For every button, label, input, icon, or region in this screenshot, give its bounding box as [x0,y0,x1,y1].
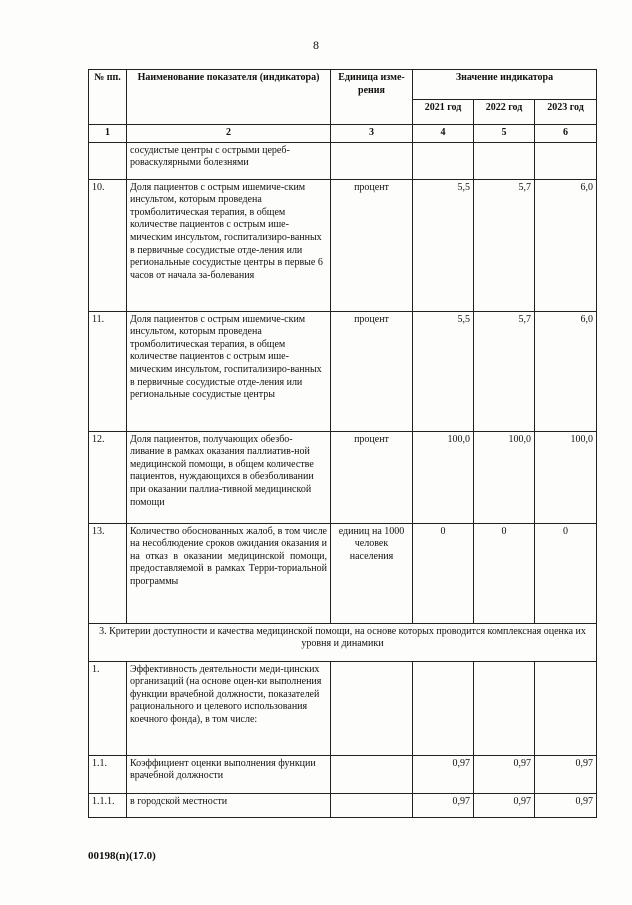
row-value-2021: 100,0 [413,431,474,523]
row-value-2023: 6,0 [535,311,597,431]
col-num-6: 6 [535,125,597,143]
row-unit: процент [331,431,413,523]
header-year-2022: 2022 год [474,100,535,125]
row-value-2022 [474,661,535,755]
row-value-2021: 0 [413,523,474,623]
row-value-2022: 0,97 [474,755,535,793]
page-number: 8 [313,38,319,52]
row-value-2021: 5,5 [413,311,474,431]
table-row [89,523,597,623]
row-name: сосудистые центры с острыми цереб-роваскулярными болезнями [127,142,331,179]
row-no [89,142,127,179]
header-unit: Единица изме-рения [331,70,413,125]
row-value-2023 [535,661,597,755]
header-no: № пп. [89,70,127,125]
header-year-2021: 2021 год [413,100,474,125]
row-no: 1. [89,661,127,755]
row-unit: единиц на 1000 человек населения [331,523,413,623]
row-unit [331,142,413,179]
header-year-2023: 2023 год [535,100,597,125]
table-row [89,755,597,793]
row-value-2022: 0,97 [474,793,535,817]
row-value-2023: 0,97 [535,755,597,793]
header-value: Значение индикатора [413,70,597,100]
row-value-2023: 0,97 [535,793,597,817]
row-name: Доля пациентов с острым ишемиче-ским инсультом, которым проведена тромболитическая терапия, в общем количестве пациентов с острым ише-мическим инсультом, госпитализиро-ванных в первичные сосудистые отде-ления или региональные сосудистые центры [127,311,331,431]
row-value-2023 [535,142,597,179]
row-value-2022: 0 [474,523,535,623]
row-value-2022: 5,7 [474,311,535,431]
row-name: Доля пациентов, получающих обезбо-ливание в рамках оказания паллиатив-ной медицинской помощи, в общем количестве пациентов, нуждающихся в обезболивании при оказании паллиа-тивной медицинской помощи [127,431,331,523]
row-value-2023: 0 [535,523,597,623]
col-num-2: 2 [127,125,331,143]
col-num-4: 4 [413,125,474,143]
col-num-3: 3 [331,125,413,143]
table-row [89,431,597,523]
row-unit [331,755,413,793]
row-name: Доля пациентов с острым ишемиче-ским инсультом, которым проведена тромболитическая терапия, в общем количестве пациентов с острым ише-мическим инсультом, госпитализиро-ванных в первичные сосудистые отде-ления или региональные сосудистые центры в первые 6 часов от начала за-болевания [127,179,331,311]
section-row [89,623,597,661]
row-value-2023: 100,0 [535,431,597,523]
header-name: Наименование показателя (индикатора) [127,70,331,125]
section-title: 3. Критерии доступности и качества медицинской помощи, на основе которых проводится комплексная оценка их уровня и динамики [89,623,597,661]
row-unit: процент [331,179,413,311]
row-name: Коэффициент оценки выполнения функции врачебной должности [127,755,331,793]
row-name: в городской местности [127,793,331,817]
row-value-2021 [413,142,474,179]
row-value-2022: 100,0 [474,431,535,523]
row-no: 11. [89,311,127,431]
row-value-2023: 6,0 [535,179,597,311]
row-value-2021: 5,5 [413,179,474,311]
table-row [89,661,597,755]
indicator-table [88,69,597,818]
row-no: 1.1. [89,755,127,793]
row-value-2021: 0,97 [413,755,474,793]
row-unit [331,661,413,755]
footer-code: 00198(п)(17.0) [88,850,156,862]
row-value-2021: 0,97 [413,793,474,817]
col-num-1: 1 [89,125,127,143]
row-no: 12. [89,431,127,523]
row-value-2022: 5,7 [474,179,535,311]
table-row [89,179,597,311]
table-row [89,793,597,817]
row-value-2022 [474,142,535,179]
table-row [89,142,597,179]
numbering-row [89,125,597,143]
table-row [89,311,597,431]
row-unit: процент [331,311,413,431]
row-name: Эффективность деятельности меди-цинских организаций (на основе оцен-ки выполнения функции врачебной должности, показателей рационального и целевого использования коечного фонда), в том числе: [127,661,331,755]
row-name: Количество обоснованных жалоб, в том числе на несоблюдение сроков ожидания оказания и на отказ в оказании медицинской помощи, предоставляемой в рамках Терри-ториальной программы [127,523,331,623]
row-no: 10. [89,179,127,311]
row-unit [331,793,413,817]
row-value-2021 [413,661,474,755]
col-num-5: 5 [474,125,535,143]
row-no: 1.1.1. [89,793,127,817]
row-no: 13. [89,523,127,623]
